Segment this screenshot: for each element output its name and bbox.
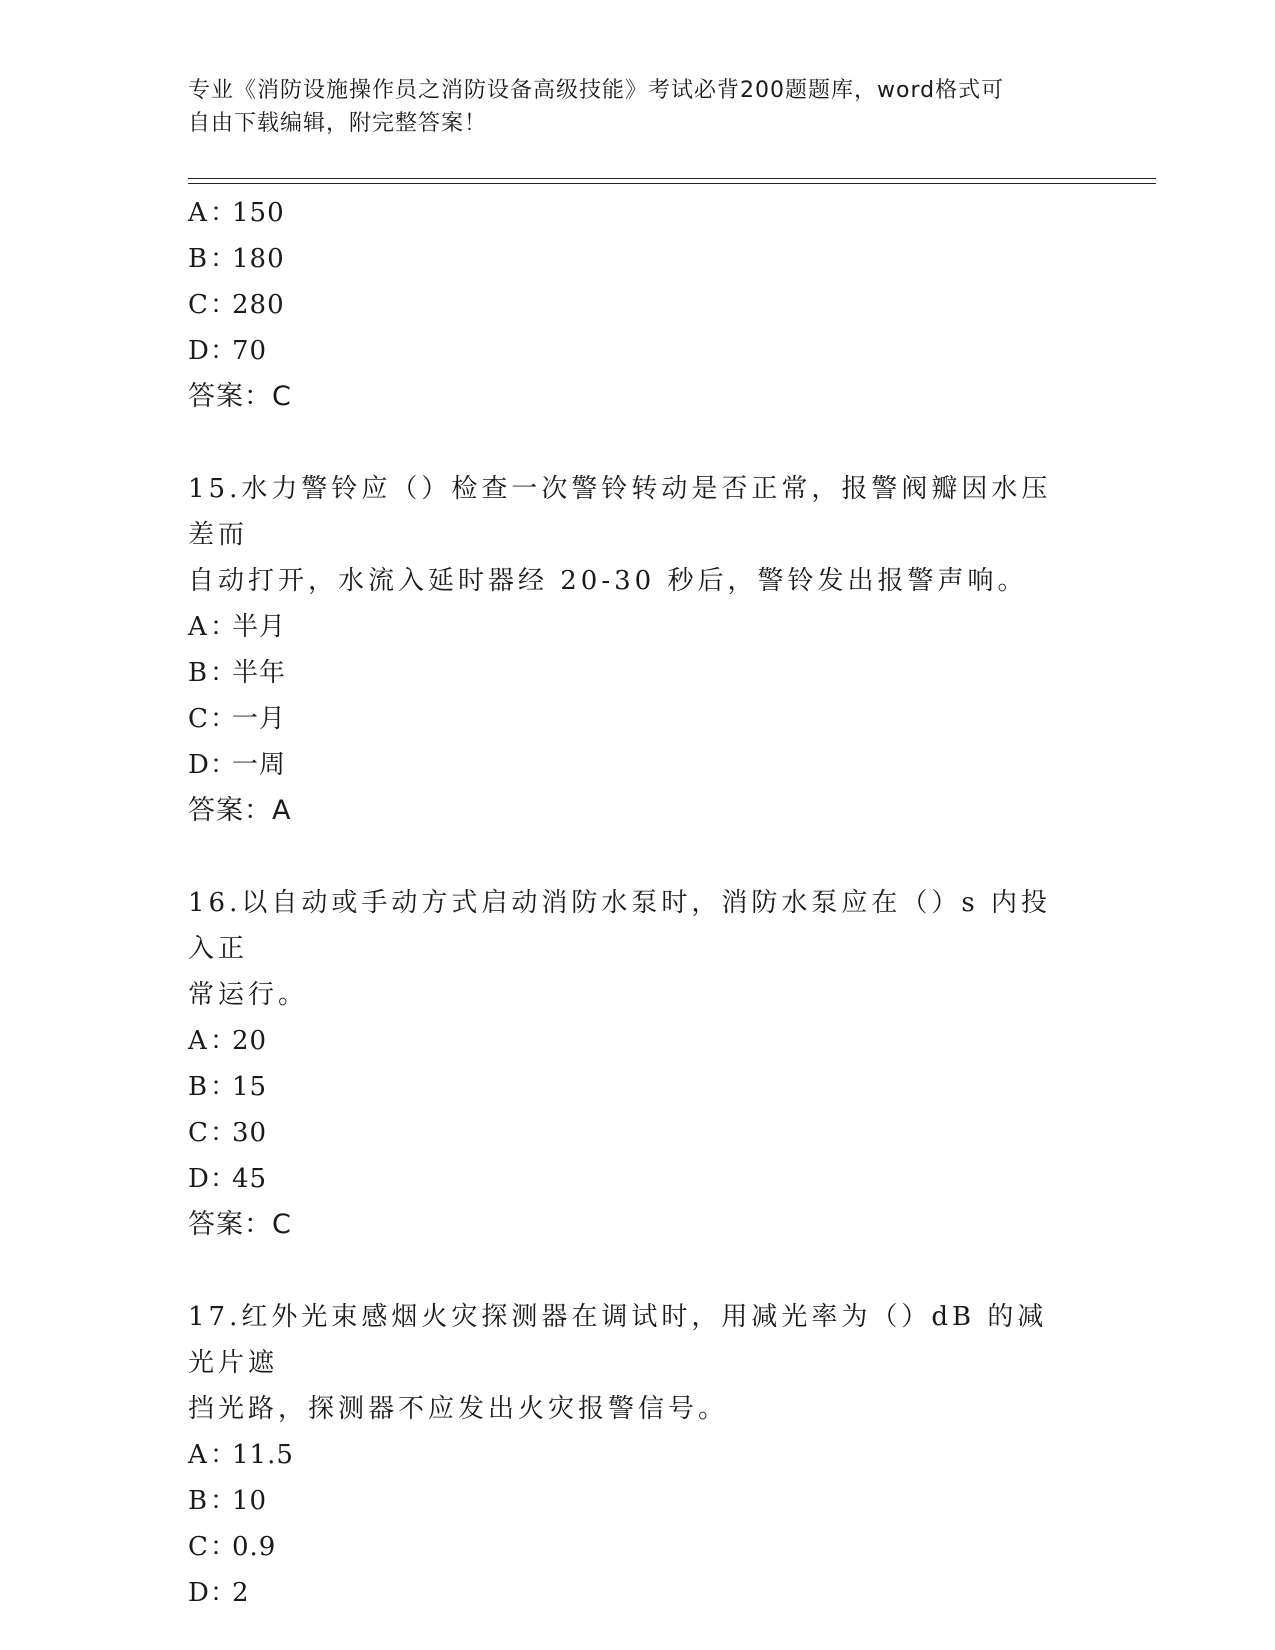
option-b: B：15 bbox=[188, 1072, 268, 1102]
option-d: D：45 bbox=[188, 1164, 268, 1194]
answer-line: 答案：A bbox=[188, 795, 292, 826]
option-text: 10 bbox=[232, 1486, 268, 1516]
option-text: 一月 bbox=[232, 704, 287, 734]
header-line-2: 自由下载编辑，附完整答案！ bbox=[188, 111, 488, 136]
document-header bbox=[188, 74, 1088, 140]
option-b: B：10 bbox=[188, 1486, 268, 1516]
question-block-15 bbox=[188, 466, 1088, 834]
question-text: 15.水力警铃应（）检查一次警铃转动是否正常，报警阀瓣因水压差而 自动打开，水流入延时器经 20-30 秒后，警铃发出报警声响。 bbox=[188, 474, 1052, 596]
option-a: A：半月 bbox=[188, 612, 287, 642]
option-text: 70 bbox=[232, 336, 268, 366]
option-d: D：一周 bbox=[188, 750, 287, 780]
question-text: 16.以自动或手动方式启动消防水泵时，消防水泵应在（）s 内投入正 常运行。 bbox=[188, 888, 1051, 1010]
option-text: 20 bbox=[232, 1026, 268, 1056]
option-text: 2 bbox=[232, 1578, 250, 1608]
question-block-16 bbox=[188, 880, 1088, 1248]
option-a: A：150 bbox=[188, 198, 285, 228]
option-d: D：2 bbox=[188, 1578, 250, 1608]
option-c: C：30 bbox=[188, 1118, 268, 1148]
question-text: 17.红外光束感烟火灾探测器在调试时，用减光率为（）dB 的减光片遮 挡光路，探测器不应发出火灾报警信号。 bbox=[188, 1302, 1048, 1424]
option-b: B：180 bbox=[188, 244, 285, 274]
option-text: 150 bbox=[232, 198, 285, 228]
answer-line: 答案：C bbox=[188, 381, 292, 412]
option-c: C：280 bbox=[188, 290, 285, 320]
option-text: 15 bbox=[232, 1072, 268, 1102]
option-c: C：一月 bbox=[188, 704, 287, 734]
option-text: 0.9 bbox=[232, 1532, 277, 1562]
option-text: 半年 bbox=[232, 658, 287, 688]
option-text: 30 bbox=[232, 1118, 268, 1148]
option-c: C：0.9 bbox=[188, 1532, 277, 1562]
question-block-14 bbox=[188, 190, 1088, 420]
header-divider-double bbox=[188, 183, 1156, 184]
question-block-17 bbox=[188, 1294, 1088, 1616]
question-content bbox=[188, 190, 1088, 1616]
option-text: 11.5 bbox=[232, 1440, 294, 1470]
option-text: 45 bbox=[232, 1164, 268, 1194]
header-line-1: 专业《消防设施操作员之消防设备高级技能》考试必背200题题库，word格式可 bbox=[188, 78, 1005, 103]
option-text: 半月 bbox=[232, 612, 287, 642]
header-divider bbox=[188, 178, 1156, 179]
option-a: A：20 bbox=[188, 1026, 268, 1056]
option-text: 280 bbox=[232, 290, 285, 320]
option-a: A：11.5 bbox=[188, 1440, 294, 1470]
option-text: 一周 bbox=[232, 750, 287, 780]
option-text: 180 bbox=[232, 244, 285, 274]
answer-line: 答案：C bbox=[188, 1209, 292, 1240]
option-d: D：70 bbox=[188, 336, 268, 366]
option-b: B：半年 bbox=[188, 658, 287, 688]
